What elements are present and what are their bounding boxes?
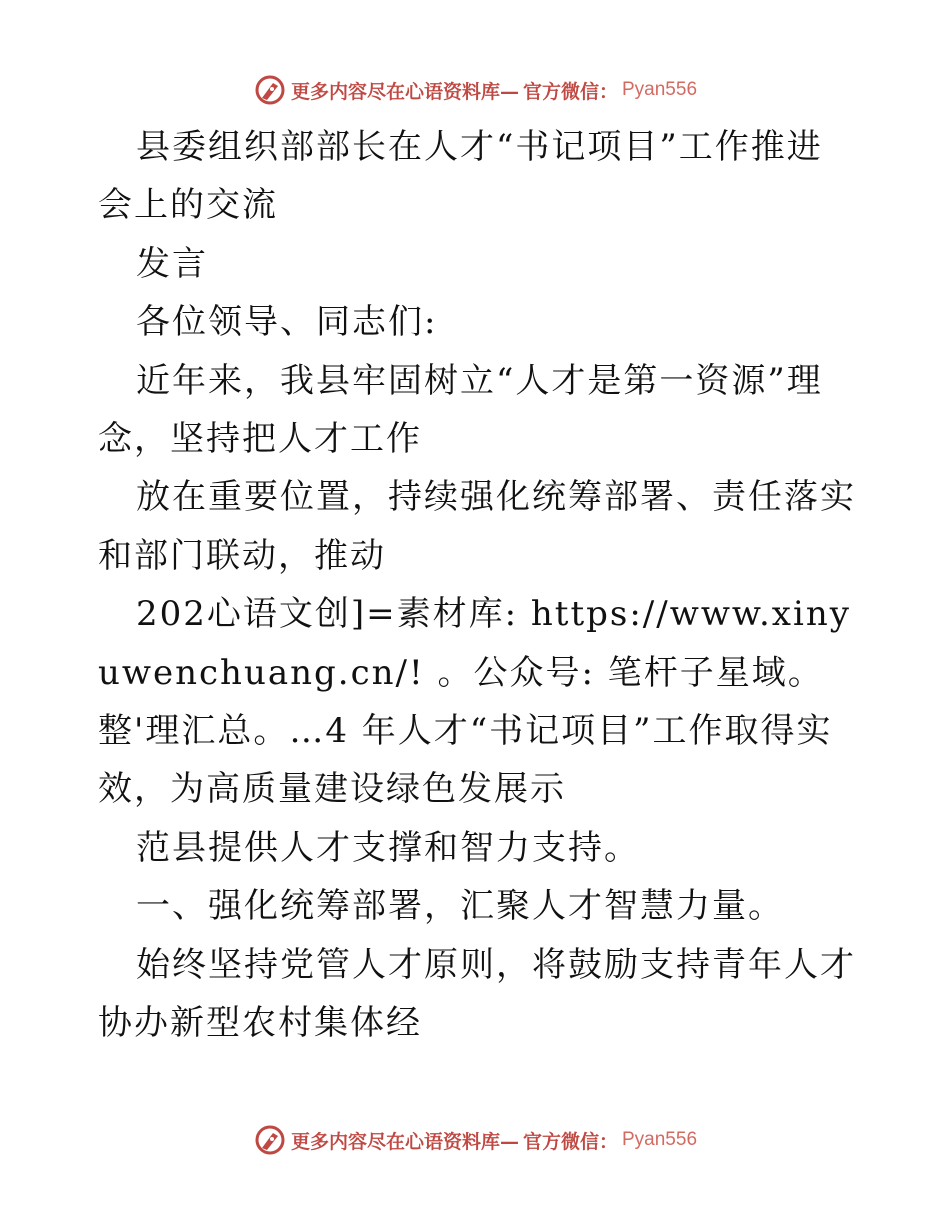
paragraph: 放在重要位置，持续强化统筹部署、责任落实和部门联动，推动 <box>98 477 856 576</box>
footer-banner-id: Pyan556 <box>622 1129 698 1150</box>
pen-nib-circle-icon <box>253 1123 287 1157</box>
paragraph: 202心语文创]=素材库: https://www.xinyuwenchuang.cn/! 。公众号: 笔杆子星域。整'理汇总。…4 年人才“书记项目”工作取得实效，为高质量建设绿色发展示 <box>98 594 851 810</box>
paragraph: 始终坚持党管人才原则，将鼓励支持青年人才协办新型农村集体经 <box>98 944 856 1044</box>
header-banner-suffix: 官方微信： <box>522 80 618 103</box>
document-title-continuation: 发言 <box>136 243 208 284</box>
header-banner <box>0 70 950 110</box>
pen-nib-circle-icon <box>253 73 287 107</box>
footer-banner <box>0 1120 950 1160</box>
header-banner-text: 更多内容尽在心语资料库— <box>290 80 519 103</box>
footer-banner-content <box>253 1123 697 1157</box>
salutation: 各位领导、同志们: <box>136 302 438 343</box>
document-body <box>98 118 858 1053</box>
header-banner-id: Pyan556 <box>622 79 698 100</box>
footer-banner-suffix: 官方微信： <box>522 1130 618 1153</box>
document-title: 县委组织部部长在人才“书记项目”工作推进会上的交流 <box>98 127 823 226</box>
paragraph: 近年来，我县牢固树立“人才是第一资源”理念，坚持把人才工作 <box>98 360 823 460</box>
header-banner-content <box>253 73 697 107</box>
footer-banner-text: 更多内容尽在心语资料库— <box>290 1130 519 1153</box>
section-heading: 一、强化统筹部署，汇聚人才智慧力量。 <box>136 886 784 927</box>
paragraph: 范县提供人才支撑和智力支持。 <box>136 827 640 868</box>
